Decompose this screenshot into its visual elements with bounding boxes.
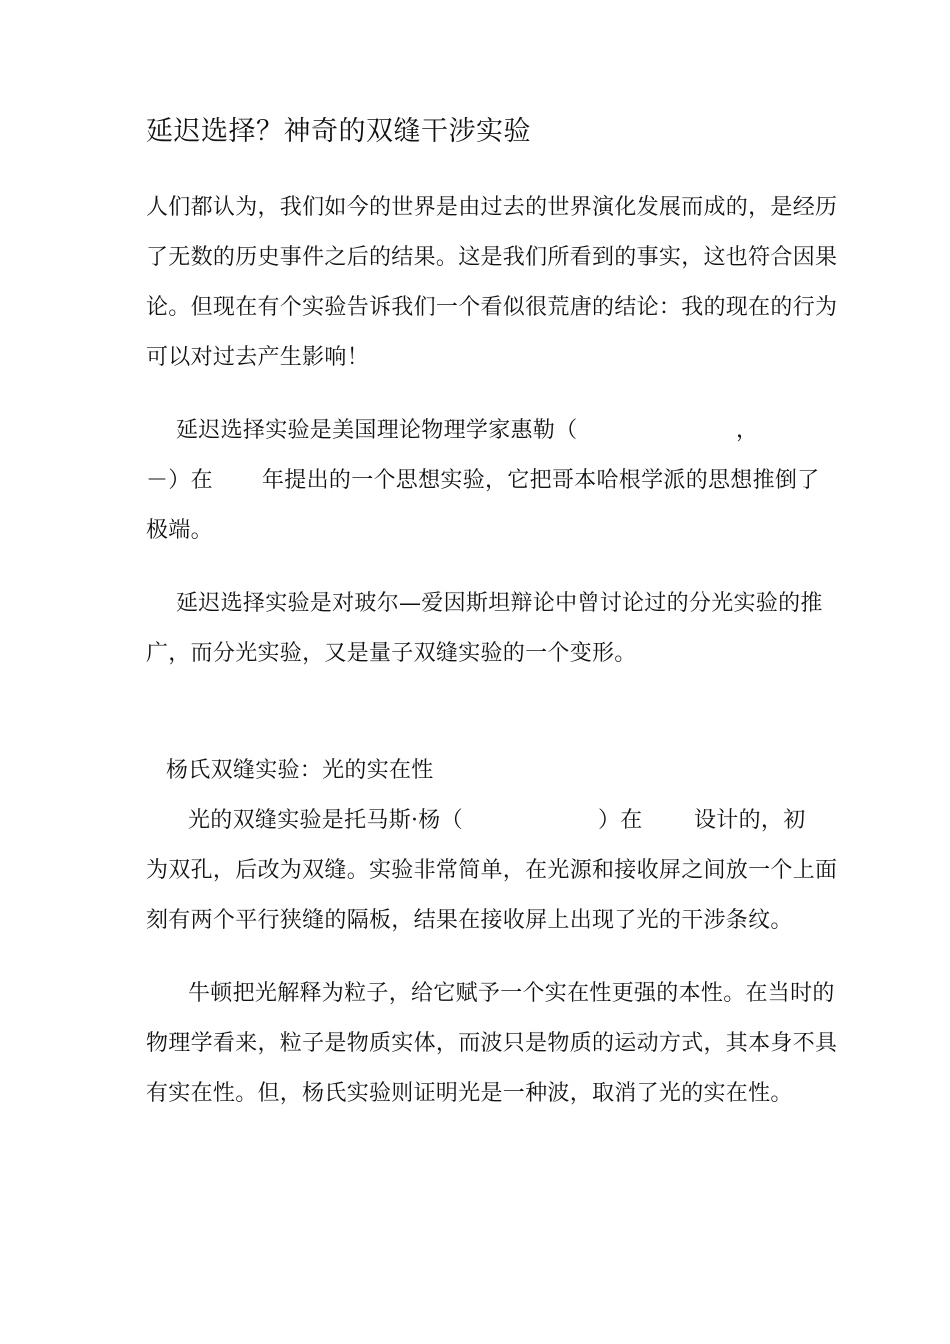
document-title: 延迟选择？神奇的双缝干涉实验 [146, 116, 531, 147]
paragraph-1-line-2: 了无数的历史事件之后的结果。这是我们所看到的事实，这也符合因果 [146, 245, 838, 270]
paragraph-4-line-3: 刻有两个平行狭缝的隔板，结果在接收屏上出现了光的干涉条纹。 [146, 908, 793, 933]
paragraph-5-line-3: 有实在性。但，杨氏实验则证明光是一种波，取消了光的实在性。 [146, 1081, 793, 1106]
paragraph-2-line-2b: 年提出的一个思想实验，它把哥本哈根学派的思想推倒了 [262, 468, 820, 493]
paragraph-2-line-2a: －）在 [146, 468, 213, 493]
paragraph-1-line-1: 人们都认为，我们如今的世界是由过去的世界演化发展而成的，是经历 [146, 195, 838, 220]
paragraph-3-line-1: 延迟选择实验是对玻尔—爱因斯坦辩论中曾讨论过的分光实验的推 [176, 591, 823, 616]
paragraph-4-line-1b: ）在 [598, 808, 643, 833]
paragraph-4-line-2: 为双孔，后改为双缝。实验非常简单，在光源和接收屏之间放一个上面 [146, 858, 838, 883]
paragraph-2-comma: ， [736, 418, 759, 443]
section-heading: 杨氏双缝实验：光的实在性 [166, 758, 434, 783]
paragraph-3-line-2: 广，而分光实验，又是量子双缝实验的一个变形。 [146, 641, 637, 666]
paragraph-4-line-1a: 光的双缝实验是托马斯·杨（ [188, 808, 463, 833]
paragraph-1-line-4: 可以对过去产生影响！ [146, 345, 370, 370]
paragraph-2-line-1: 延迟选择实验是美国理论物理学家惠勒（ [176, 418, 578, 443]
paragraph-5-line-2: 物理学看来，粒子是物质实体，而波只是物质的运动方式，其本身不具 [146, 1031, 838, 1056]
paragraph-1-line-3: 论。但现在有个实验告诉我们一个看似很荒唐的结论：我的现在的行为 [146, 295, 838, 320]
paragraph-2-line-3: 极端。 [146, 518, 213, 543]
paragraph-4-line-1c: 设计的，初 [694, 808, 806, 833]
paragraph-5-line-1: 牛顿把光解释为粒子，给它赋予一个实在性更强的本性。在当时的 [188, 981, 835, 1006]
